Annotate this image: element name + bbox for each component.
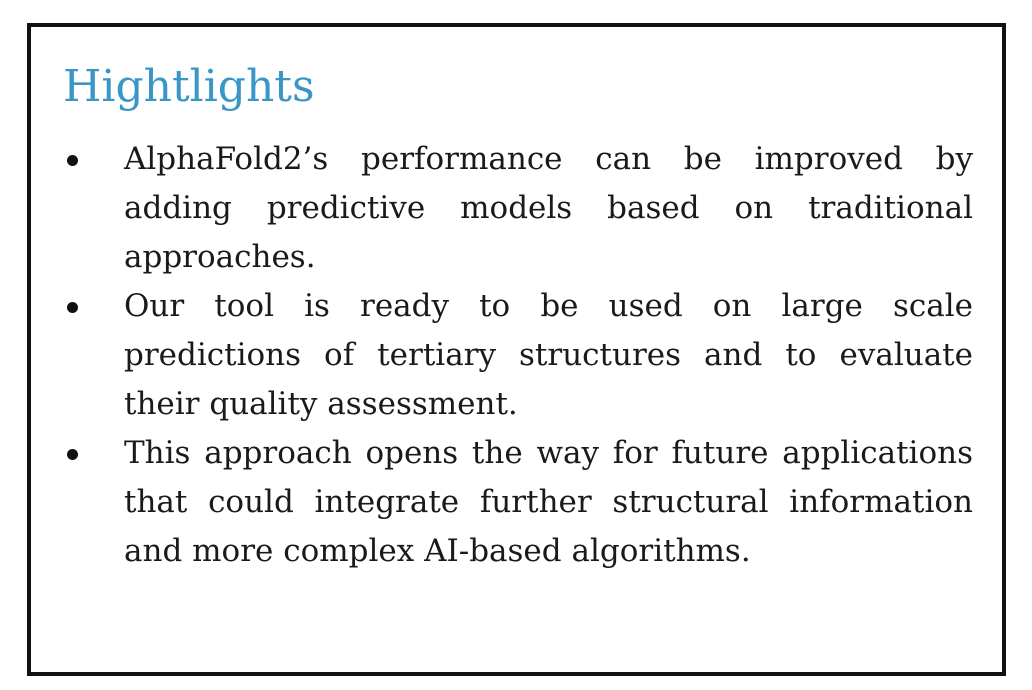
bullet-icon (67, 155, 78, 166)
bullet-icon (67, 302, 78, 313)
highlights-title: Hightlights (63, 61, 315, 112)
highlight-item (67, 282, 973, 429)
highlight-item (67, 429, 973, 576)
highlight-item-text: AlphaFold2’s performance can be improved by adding predictive models based on traditional approaches. (124, 141, 973, 275)
highlight-item-text: Our tool is ready to be used on large scale predictions of tertiary structures and to evaluate their quality assessment. (124, 288, 973, 422)
highlight-item (67, 135, 973, 282)
highlights-box (27, 23, 1006, 676)
highlight-item-text: This approach opens the way for future applications that could integrate further structural information and more complex AI-based algorithms. (124, 435, 973, 569)
highlights-list (67, 135, 973, 576)
bullet-icon (67, 449, 78, 460)
